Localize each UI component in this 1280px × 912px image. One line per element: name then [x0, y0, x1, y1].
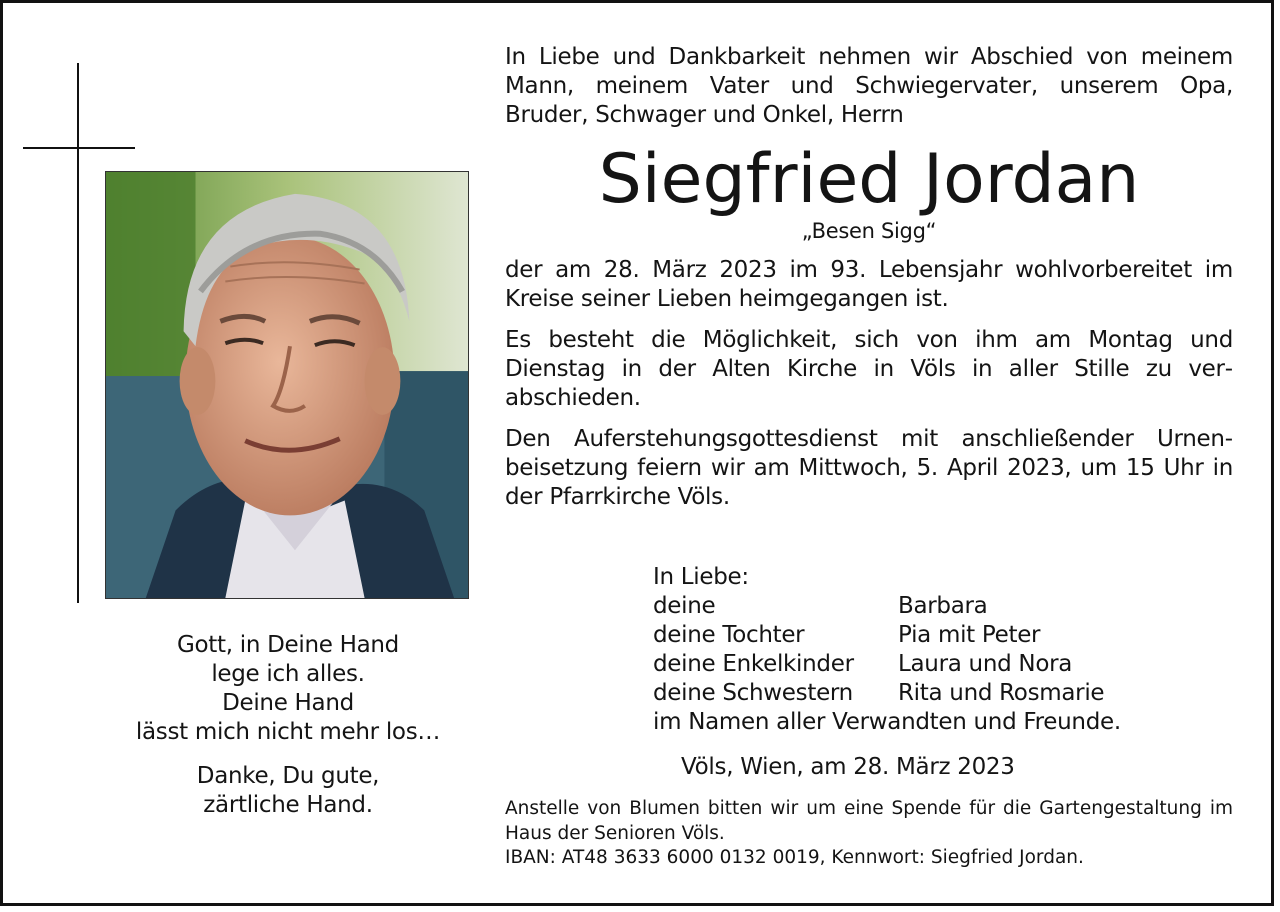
family-row [653, 592, 1213, 621]
family-heading: In Liebe: [653, 564, 749, 590]
poem-line: lässt mich nicht mehr los… [135, 719, 441, 745]
place-date: Völs, Wien, am 28. März 2023 [681, 754, 1015, 780]
family-relation: deine Enkelkinder [653, 651, 854, 677]
family-list [653, 563, 1213, 737]
family-closing: im Namen aller Verwandten und Freunde. [653, 709, 1121, 735]
donation-text: Anstelle von Blumen bitten wir um eine Spende für die Gartengestaltung im Haus der Senioren Völs. [505, 798, 1233, 844]
family-names: Barbara [898, 593, 988, 619]
family-names: Laura und Nora [898, 651, 1073, 677]
family-relation: deine Schwestern [653, 680, 853, 706]
intro-text: In Liebe und Dankbarkeit nehmen wir Abschied von meinem Mann, meinem Vater und Schwiegervater, unserem Opa, Bruder, Schwager und Onkel, Herrn [505, 44, 1233, 128]
farewell-info: Es besteht die Möglichkeit, sich von ihm am Montag und Dienstag in der Alten Kirche in Völs in aller Stille zu verabschieden. [505, 327, 1233, 411]
donation-iban: IBAN: AT48 3633 6000 0132 0019, Kennwort: Siegfried Jordan. [505, 847, 1084, 868]
service-info: Den Auferstehungsgottesdienst mit anschließender Urnenbeisetzung feiern wir am Mittwoch, 5. April 2023, um 15 Uhr in der Pfarrkirche Völs. [505, 426, 1233, 510]
poem-line: Deine Hand [222, 690, 354, 716]
portrait-photo [105, 171, 469, 599]
family-row [653, 679, 1213, 708]
portrait-illustration [106, 172, 468, 598]
poem-stanza-2 [103, 762, 473, 820]
poem-line: zärtliche Hand. [203, 792, 373, 818]
family-row [653, 650, 1213, 679]
poem-line: lege ich alles. [211, 661, 365, 687]
death-notice: der am 28. März 2023 im 93. Lebensjahr wohlvorbereitet im Kreise seiner Lieben heimgegangen ist. [505, 257, 1233, 312]
poem-line: Danke, Du gute, [196, 763, 380, 789]
family-relation: deine Tochter [653, 622, 805, 648]
donation-note [505, 797, 1233, 871]
notice-text [505, 43, 1233, 524]
cross-horizontal-bar [23, 147, 135, 149]
deceased-name: Siegfried Jordan [598, 140, 1140, 219]
family-relation: deine [653, 593, 716, 619]
cross-vertical-bar [77, 63, 79, 603]
poem-stanza-1 [103, 631, 473, 747]
family-row [653, 621, 1213, 650]
poem-line: Gott, in Deine Hand [177, 632, 399, 658]
family-names: Pia mit Peter [898, 622, 1041, 648]
poem [103, 631, 473, 835]
nickname: „Besen Sigg“ [801, 219, 937, 243]
family-names: Rita und Rosmarie [898, 680, 1105, 706]
